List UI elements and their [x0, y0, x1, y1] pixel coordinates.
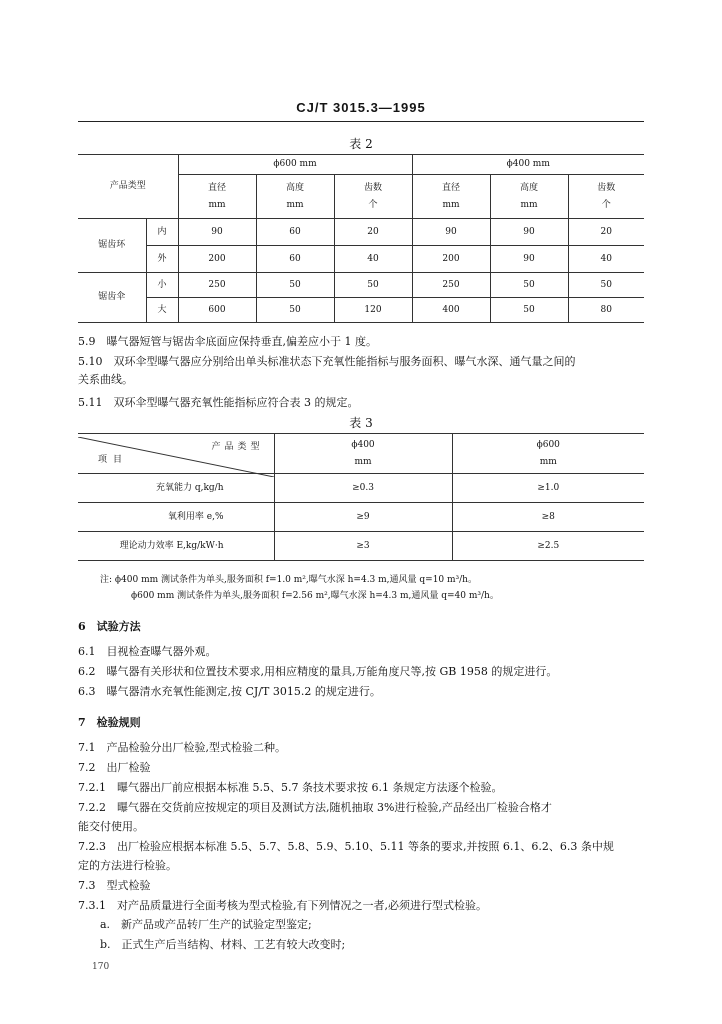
column-header: 齿数 个	[334, 175, 412, 219]
cell: ≥3	[274, 532, 452, 561]
clause-7-2-1: 7.2.1 曝气器出厂前应根据本标准 5.5、5.7 条技术要求按 6.1 条规定方法逐个检验。	[78, 781, 503, 794]
cell: 50	[568, 273, 644, 298]
clause-5-11: 5.11 双环伞型曝气器充氧性能指标应符合表 3 的规定。	[78, 396, 359, 409]
clause-7-2-2: 7.2.2 曝气器在交货前应按规定的项目及测试方法,随机抽取 3%进行检验,产品经出厂检验合格才	[78, 801, 552, 814]
cell: 20	[334, 219, 412, 246]
column-header: 齿数 个	[568, 175, 644, 219]
cell: 90	[490, 219, 568, 246]
page-number: 170	[92, 962, 110, 972]
group-header-400: ϕ400 mm	[412, 155, 644, 175]
cell: 50	[256, 273, 334, 298]
diag-bottom-label: 项目	[98, 454, 129, 465]
column-header: 直径 mm	[178, 175, 256, 219]
clause-7-2-3: 7.2.3 出厂检验应根据本标准 5.5、5.7、5.8、5.9、5.10、5.11 等条的要求,并按照 6.1、6.2、6.3 条中规	[78, 840, 614, 853]
row-label: 理论动力效率 E,kg/kW·h	[78, 532, 274, 561]
clause-5-9: 5.9 曝气器短管与锯齿伞底面应保持垂直,偏差应小于 1 度。	[78, 335, 377, 348]
cell: 60	[256, 246, 334, 273]
row-label: 小	[146, 273, 178, 298]
section-6-heading: 6 试验方法	[78, 620, 141, 633]
table3-note-1: 注: ϕ400 mm 测试条件为单头,服务面积 f=1.0 m²,曝气水深 h=4.3 m,通风量 q=10 m³/h。	[100, 575, 477, 585]
cell: 20	[568, 219, 644, 246]
clause-7-3: 7.3 型式检验	[78, 879, 151, 892]
clause-6-3: 6.3 曝气器清水充氧性能测定,按 CJ/T 3015.2 的规定进行。	[78, 685, 381, 698]
clause-6-2: 6.2 曝气器有关形状和位置技术要求,用相应精度的量具,万能角度尺等,按 GB 1958 的规定进行。	[78, 665, 558, 678]
cell: ≥8	[452, 503, 644, 532]
cell: 120	[334, 298, 412, 323]
item-a: a. 新产品或产品转厂生产的试验定型鉴定;	[100, 918, 312, 931]
row-label: 外	[146, 246, 178, 273]
clause-5-10: 5.10 双环伞型曝气器应分别给出单头标准状态下充氧性能指标与服务面积、曝气水深、通气量之间的	[78, 355, 576, 368]
cell: 60	[256, 219, 334, 246]
cell: ≥9	[274, 503, 452, 532]
table-row	[78, 273, 644, 298]
diagonal-header-cell	[78, 434, 274, 474]
row-label: 内	[146, 219, 178, 246]
row-label: 充氧能力 q,kg/h	[78, 474, 274, 503]
table-row	[78, 532, 644, 561]
diag-top-label: 产品类型	[211, 441, 264, 452]
cell: 250	[178, 273, 256, 298]
cell: 90	[490, 246, 568, 273]
table-row	[78, 219, 644, 246]
cell: 40	[568, 246, 644, 273]
table3-caption: 表 3	[349, 416, 373, 430]
cell: ≥0.3	[274, 474, 452, 503]
header-rule	[78, 121, 644, 122]
group-label: 锯齿环	[78, 219, 146, 273]
cell: 90	[412, 219, 490, 246]
cell: ≥1.0	[452, 474, 644, 503]
table2-caption: 表 2	[349, 137, 373, 151]
clause-5-10-cont: 关系曲线。	[78, 373, 133, 386]
cell: 50	[334, 273, 412, 298]
table-row	[78, 298, 644, 323]
column-header: 直径 mm	[412, 175, 490, 219]
document-header: CJ/T 3015.3—1995	[296, 100, 426, 115]
product-type-header: 产品类型	[78, 155, 178, 219]
clause-7-1: 7.1 产品检验分出厂检验,型式检验二种。	[78, 741, 286, 754]
table-3	[78, 433, 644, 561]
table-row	[78, 474, 644, 503]
clause-7-3-1: 7.3.1 对产品质量进行全面考核为型式检验,有下列情况之一者,必须进行型式检验。	[78, 899, 487, 912]
clause-7-2: 7.2 出厂检验	[78, 761, 151, 774]
cell: ≥2.5	[452, 532, 644, 561]
table-2	[78, 154, 644, 323]
cell: 400	[412, 298, 490, 323]
section-7-heading: 7 检验规则	[78, 716, 141, 729]
col-header-400: ϕ400 mm	[274, 434, 452, 474]
row-label: 氧利用率 e,%	[78, 503, 274, 532]
clause-6-1: 6.1 目视检查曝气器外观。	[78, 645, 217, 658]
row-label: 大	[146, 298, 178, 323]
cell: 250	[412, 273, 490, 298]
cell: 40	[334, 246, 412, 273]
table-row	[78, 503, 644, 532]
item-b: b. 正式生产后当结构、材料、工艺有较大改变时;	[100, 938, 346, 951]
group-header-600: ϕ600 mm	[178, 155, 412, 175]
cell: 50	[490, 273, 568, 298]
cell: 200	[412, 246, 490, 273]
cell: 600	[178, 298, 256, 323]
column-header: 高度 mm	[256, 175, 334, 219]
cell: 50	[490, 298, 568, 323]
table-row	[78, 246, 644, 273]
clause-7-2-3-cont: 定的方法进行检验。	[78, 859, 177, 872]
column-header: 高度 mm	[490, 175, 568, 219]
cell: 90	[178, 219, 256, 246]
table3-note-2: ϕ600 mm 测试条件为单头,服务面积 f=2.56 m²,曝气水深 h=4.3 m,通风量 q=40 m³/h。	[131, 591, 499, 601]
cell: 200	[178, 246, 256, 273]
group-label: 锯齿伞	[78, 273, 146, 323]
col-header-600: ϕ600 mm	[452, 434, 644, 474]
cell: 80	[568, 298, 644, 323]
clause-7-2-2-cont: 能交付使用。	[78, 820, 144, 833]
cell: 50	[256, 298, 334, 323]
